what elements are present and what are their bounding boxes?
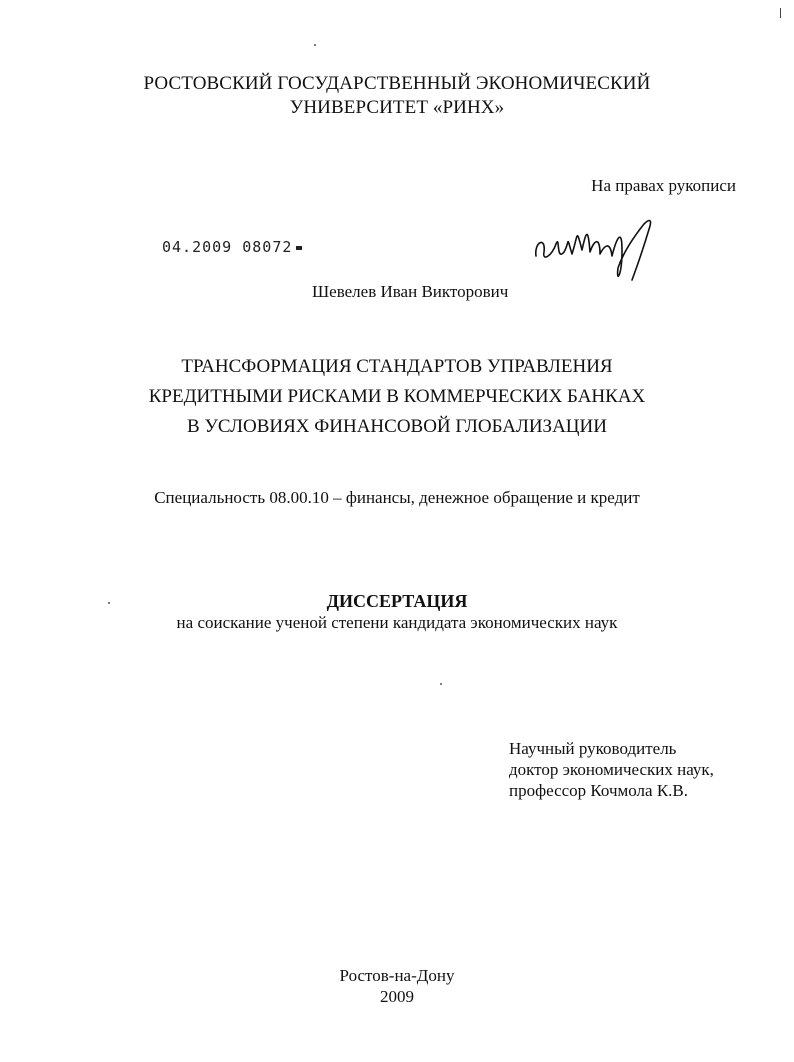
supervisor-line-2: доктор экономических наук, xyxy=(509,760,714,779)
supervisor-block xyxy=(509,738,714,801)
university-name xyxy=(0,72,794,120)
manuscript-rights: На правах рукописи xyxy=(591,176,736,195)
degree-line: на соискание ученой степени кандидата экономических наук xyxy=(176,613,618,632)
author-name: Шевелев Иван Викторович xyxy=(312,282,509,301)
city: Ростов-на-Дону xyxy=(339,966,455,985)
scan-mark xyxy=(780,8,781,18)
title-line-3: В УСЛОВИЯХ ФИНАНСОВОЙ ГЛОБАЛИЗАЦИИ xyxy=(187,416,607,437)
supervisor-line-3: профессор Кочмола К.В. xyxy=(509,781,689,800)
university-line-1: РОСТОВСКИЙ ГОСУДАРСТВЕННЫЙ ЭКОНОМИЧЕСКИЙ xyxy=(143,73,651,94)
archive-number: 04.2009 08072 xyxy=(162,238,302,256)
dissertation-title xyxy=(0,352,794,442)
title-line-2: КРЕДИТНЫМИ РИСКАМИ В КОММЕРЧЕСКИХ БАНКАХ xyxy=(148,386,646,407)
signature-image xyxy=(526,206,666,286)
university-line-2: УНИВЕРСИТЕТ «РИНХ» xyxy=(289,97,505,118)
scan-speck xyxy=(108,602,110,604)
supervisor-line-1: Научный руководитель xyxy=(509,739,677,758)
specialty-line: Специальность 08.00.10 – финансы, денежное обращение и кредит xyxy=(154,488,640,507)
scan-speck xyxy=(314,44,316,46)
scan-speck xyxy=(440,683,442,685)
place-and-year xyxy=(0,965,794,1007)
year: 2009 xyxy=(380,987,414,1006)
dissertation-heading: ДИССЕРТАЦИЯ xyxy=(326,591,468,611)
title-line-1: ТРАНСФОРМАЦИЯ СТАНДАРТОВ УПРАВЛЕНИЯ xyxy=(181,356,613,377)
